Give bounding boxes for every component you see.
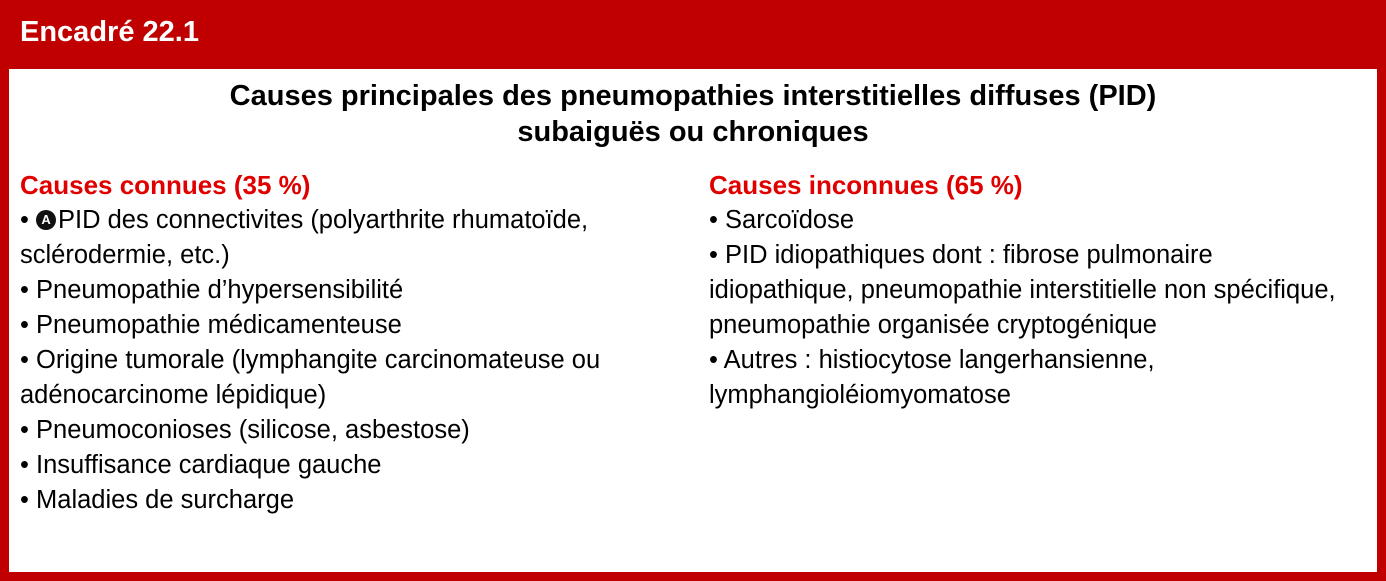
list-item: [20, 483, 690, 518]
known-causes-heading: Causes connues (35 %): [20, 170, 311, 200]
list-item: [20, 308, 690, 343]
bullet: •: [20, 206, 29, 234]
known-causes-column: [20, 168, 690, 518]
item-text: Sarcoïdose: [725, 206, 855, 234]
bullet: •: [709, 346, 718, 374]
list-item: [20, 343, 690, 413]
list-item: [709, 343, 1349, 413]
unknown-causes-column: [709, 168, 1349, 413]
list-item: [20, 203, 690, 273]
list-item: [20, 413, 690, 448]
bullet: •: [20, 346, 29, 374]
bullet: •: [20, 486, 29, 514]
list-item: [709, 238, 1349, 343]
box-title: Encadré 22.1: [20, 16, 199, 48]
list-item: [709, 203, 1349, 238]
item-text: PID des connectivites (polyarthrite rhumatoïde, sclérodermie, etc.): [20, 206, 589, 269]
item-text: PID idiopathiques dont : fibrose pulmonaire idiopathique, pneumopathie interstitielle non spécifique, pneumopathie organisée cryptogénique: [709, 241, 1336, 339]
bullet: •: [20, 276, 29, 304]
bullet: •: [709, 206, 718, 234]
a-circle-icon: [36, 210, 56, 230]
main-title: [9, 78, 1377, 150]
unknown-causes-heading: Causes inconnues (65 %): [709, 170, 1023, 200]
main-title-line-1: Causes principales des pneumopathies interstitielles diffuses (PID): [229, 80, 1157, 112]
item-text: Insuffisance cardiaque gauche: [36, 451, 382, 479]
list-item: [20, 448, 690, 483]
item-text: Pneumopathie médicamenteuse: [36, 311, 402, 339]
item-text: Pneumoconioses (silicose, asbestose): [36, 416, 470, 444]
list-item: [20, 273, 690, 308]
bullet: •: [709, 241, 718, 269]
bullet: •: [20, 451, 29, 479]
bullet: •: [20, 416, 29, 444]
item-text: Maladies de surcharge: [36, 486, 295, 514]
item-text: Origine tumorale (lymphangite carcinomateuse ou adénocarcinome lépidique): [20, 346, 601, 409]
item-text: Pneumopathie d’hypersensibilité: [36, 276, 404, 304]
item-text: Autres : histiocytose langerhansienne, lymphangioléiomyomatose: [709, 346, 1155, 409]
main-title-line-2: subaiguës ou chroniques: [517, 116, 869, 148]
box-header: [9, 0, 1377, 69]
bullet: •: [20, 311, 29, 339]
